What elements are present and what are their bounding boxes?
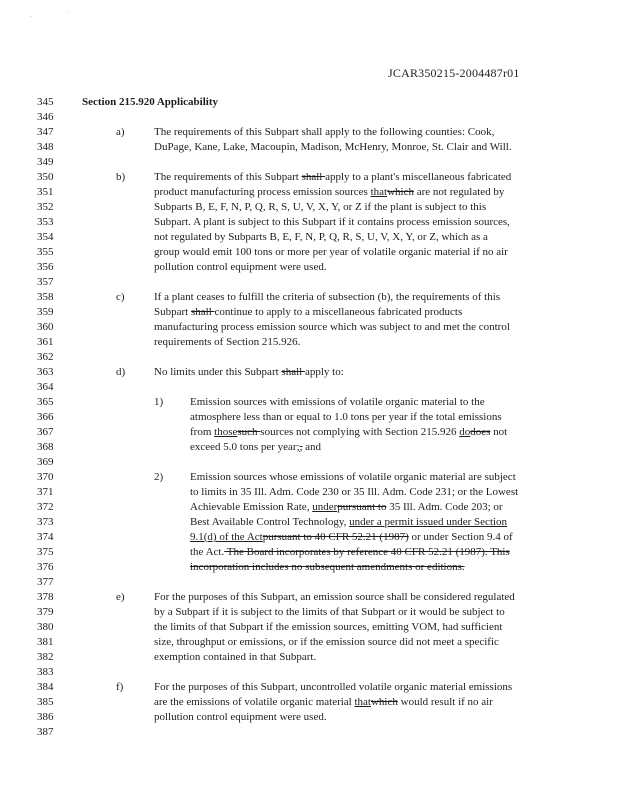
deleted-text: pursuant to — [337, 501, 387, 513]
item-label: 2) — [154, 471, 164, 483]
deleted-text: shall — [301, 171, 326, 183]
line-number: 363 — [37, 366, 54, 378]
text-run: sources not complying with Section 215.926 — [260, 426, 460, 438]
line-number: 375 — [37, 546, 54, 558]
text-line: DuPage, Kane, Lake, Macoupin, Madison, McHenry, Monroe, St. Clair and Will. — [154, 141, 512, 153]
text-run: Subpart — [154, 306, 191, 318]
line-number: 382 — [37, 651, 54, 663]
text-run: or under Section 9.4 of — [408, 531, 513, 543]
line-number: 377 — [37, 576, 54, 588]
line-number: 378 — [37, 591, 54, 603]
text-line: If a plant ceases to fulfill the criteria of subsection (b), the requirements of this — [154, 291, 501, 303]
item-label: 1) — [154, 396, 164, 408]
line-number: 367 — [37, 426, 54, 438]
document-id: JCAR350215-2004487r01 — [388, 66, 520, 80]
text-run: Achievable Emission Rate, — [190, 501, 313, 513]
text-line: to limits in 35 Ill. Adm. Code 230 or 35 Ill. Adm. Code 231; or the Lowest — [190, 486, 519, 498]
line-number: 364 — [37, 381, 54, 393]
text-line: For the purposes of this Subpart, uncontrolled volatile organic material emissions — [154, 681, 513, 693]
line-number: 350 — [37, 171, 54, 183]
line-number: 352 — [37, 201, 54, 213]
line-number: 355 — [37, 246, 54, 258]
text-run: would result if no air — [397, 696, 493, 708]
line-number: 348 — [37, 141, 54, 153]
line-number: 381 — [37, 636, 54, 648]
text-line — [154, 171, 511, 183]
line-number: 351 — [37, 186, 54, 198]
line-number: 387 — [37, 726, 54, 738]
subsection-label: a) — [116, 126, 125, 138]
text-line — [190, 501, 503, 513]
line-number: 358 — [37, 291, 54, 303]
line-number: 354 — [37, 231, 54, 243]
line-number: 360 — [37, 321, 54, 333]
inserted-text: do — [459, 426, 471, 438]
deleted-text: does — [470, 426, 491, 438]
line-number: 361 — [37, 336, 54, 348]
line-number: 366 — [37, 411, 54, 423]
deleted-text: shall — [281, 366, 305, 378]
line-number: 383 — [37, 666, 54, 678]
text-line: Subpart. A plant is subject to this Subpart if it contains process emission sources, — [154, 216, 510, 228]
line-number: 371 — [37, 486, 54, 498]
text-run: The requirements of this Subpart — [154, 171, 302, 183]
subsection-label: b) — [116, 171, 126, 183]
deleted-text: such — [237, 426, 261, 438]
deleted-text: which — [387, 186, 414, 198]
text-line: by a Subpart if it is subject to the limits of that Subpart or it would be subject to — [154, 606, 505, 618]
text-run: product manufacturing process emission sources — [154, 186, 371, 198]
text-run: Best Available Control Technology, — [190, 516, 350, 528]
text-line — [154, 186, 504, 198]
text-line: pollution control equipment were used. — [154, 261, 327, 273]
text-line: Emission sources whose emissions of volatile organic material are subject — [190, 471, 516, 483]
line-number: 346 — [37, 111, 54, 123]
text-line: requirements of Section 215.926. — [154, 336, 301, 348]
line-number: 353 — [37, 216, 54, 228]
line-number: 380 — [37, 621, 54, 633]
line-number: 368 — [37, 441, 54, 453]
line-number: 373 — [37, 516, 54, 528]
line-number: 359 — [37, 306, 54, 318]
inserted-text: those — [214, 426, 238, 438]
text-run: 35 Ill. Adm. Code 203; or — [386, 501, 503, 513]
line-number: 370 — [37, 471, 54, 483]
text-line — [154, 366, 344, 378]
text-run: apply to a plant's miscellaneous fabricated — [325, 171, 512, 183]
text-line — [154, 696, 493, 708]
line-number: 356 — [37, 261, 54, 273]
inserted-text: under — [312, 501, 338, 513]
scan-speck: · — [30, 14, 32, 20]
text-run: continue to apply to a miscellaneous fabricated products — [214, 306, 463, 318]
deleted-text: which — [370, 696, 398, 708]
text-line: For the purposes of this Subpart, an emission source shall be considered regulated — [154, 591, 515, 603]
text-line — [190, 531, 513, 543]
text-line: size, throughput or emissions, or if the emission source did not meet a specific — [154, 636, 499, 648]
line-number: 384 — [37, 681, 54, 693]
inserted-text: ; — [296, 441, 300, 453]
text-run: No limits under this Subpart — [154, 366, 282, 378]
text-line — [190, 561, 465, 573]
subsection-label: c) — [116, 291, 125, 303]
text-line — [190, 441, 321, 453]
line-number: 365 — [37, 396, 54, 408]
line-number: 357 — [37, 276, 54, 288]
text-line — [190, 546, 510, 558]
line-number: 372 — [37, 501, 54, 513]
line-number: 374 — [37, 531, 54, 543]
text-run: apply to: — [304, 366, 344, 378]
inserted-text: that — [354, 696, 371, 708]
line-number: 362 — [37, 351, 54, 363]
line-number: 385 — [37, 696, 54, 708]
text-line: Subparts B, E, F, N, P, Q, R, S, U, V, X, Y, or Z if the plant is subject to this — [154, 201, 487, 213]
text-run: the Act. — [190, 546, 225, 558]
text-run: and — [302, 441, 322, 453]
deleted-text: The Board incorporates by reference 40 CFR 52.21 (1987). This — [224, 546, 510, 558]
deleted-text: , — [299, 441, 303, 453]
deleted-text: incorporation includes no subsequent amendments or editions. — [190, 561, 465, 573]
line-number: 345 — [37, 96, 54, 108]
deleted-text: pursuant to 40 CFR 52.21 (1987) — [262, 531, 409, 543]
deleted-text: shall — [190, 306, 215, 318]
inserted-text: 9.1(d) of the Act — [190, 531, 263, 543]
text-line: The requirements of this Subpart shall apply to the following counties: Cook, — [154, 126, 495, 138]
line-number: 379 — [37, 606, 54, 618]
subsection-label: e) — [116, 591, 125, 603]
text-line: pollution control equipment were used. — [154, 711, 327, 723]
text-line: group would emit 100 tons or more per year of volatile organic material if no air — [154, 246, 508, 258]
text-run: are not regulated by — [413, 186, 505, 198]
text-line: the limits of that Subpart if the emission sources, emitting VOM, had sufficient — [154, 621, 503, 633]
text-line — [190, 516, 507, 528]
subsection-label: d) — [116, 366, 126, 378]
text-line: Emission sources with emissions of volatile organic material to the — [190, 396, 485, 408]
text-run: from — [190, 426, 215, 438]
line-number: 347 — [37, 126, 54, 138]
line-number: 376 — [37, 561, 54, 573]
line-number: 369 — [37, 456, 54, 468]
scan-speck: · — [66, 9, 68, 15]
text-line: manufacturing process emission source which was subject to and met the control — [154, 321, 510, 333]
text-run: are the emissions of volatile organic material — [154, 696, 355, 708]
section-heading: Section 215.920 Applicability — [82, 96, 218, 108]
text-run: not — [490, 426, 508, 438]
inserted-text: under a permit issued under Section — [349, 516, 508, 528]
text-line: not regulated by Subparts B, E, F, N, P, Q, R, S, U, V, X, Y, or Z, which as a — [154, 231, 488, 243]
text-run: exceed 5.0 tons per year — [190, 441, 297, 453]
subsection-label: f) — [116, 681, 124, 693]
line-number: 349 — [37, 156, 54, 168]
text-line: atmosphere less than or equal to 1.0 tons per year if the total emissions — [190, 411, 502, 423]
inserted-text: that — [370, 186, 388, 198]
text-line: exemption contained in that Subpart. — [154, 651, 317, 663]
text-line — [190, 426, 507, 438]
text-line — [154, 306, 462, 318]
line-number: 386 — [37, 711, 54, 723]
